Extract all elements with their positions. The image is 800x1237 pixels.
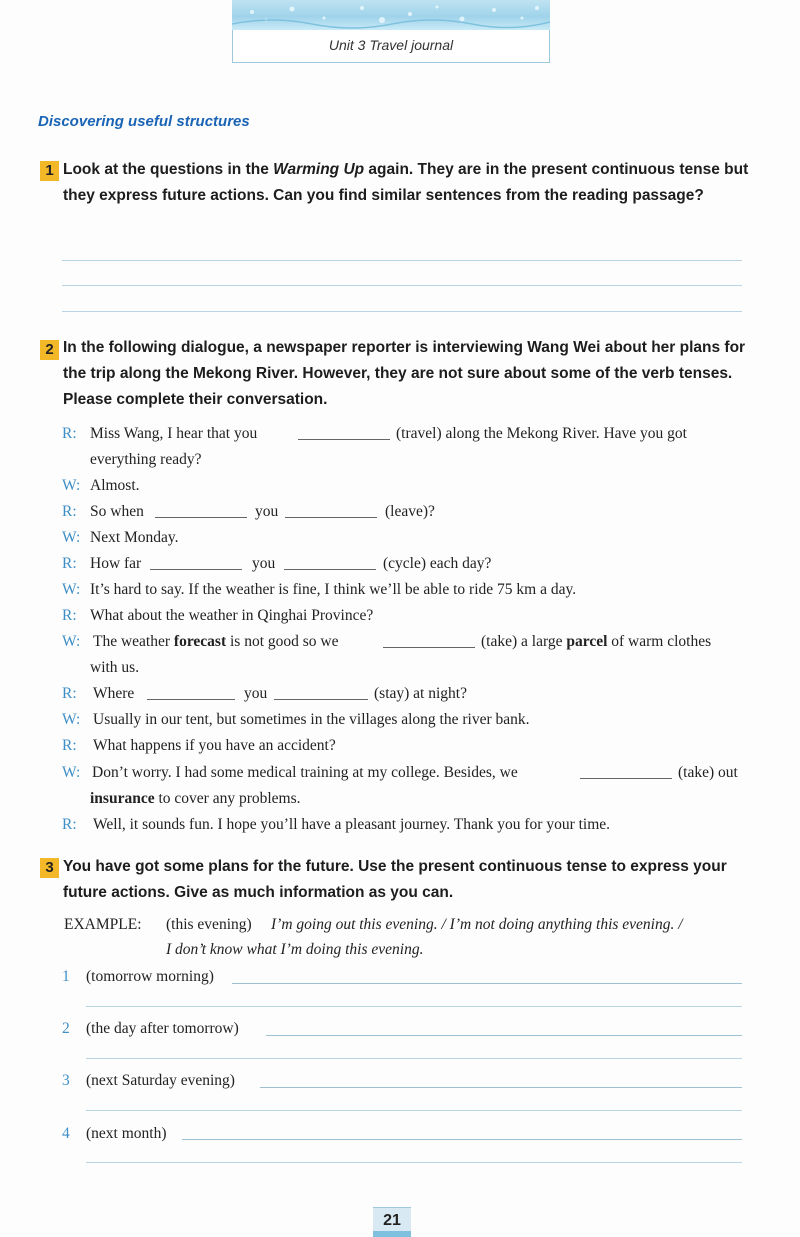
page-number: 21 [373,1207,411,1234]
example-prompt: (this evening) [166,916,252,933]
blank-input[interactable] [285,503,377,518]
exercise-number-2: 2 [40,340,59,360]
answer-line[interactable] [86,1110,742,1111]
dialogue-line-3c: (leave)? [385,503,435,520]
speaker-r: R: [62,737,77,754]
blank-input[interactable] [274,685,368,700]
dialogue-line-8-part1 [93,633,339,651]
blank-input[interactable] [155,503,247,518]
answer-line[interactable] [86,1058,742,1059]
answer-line[interactable] [62,285,742,286]
exercise-number-3: 3 [40,858,59,878]
l8d: (take) a large [481,633,567,650]
answer-line[interactable] [86,1162,742,1163]
exercise-number-1: 1 [40,161,59,181]
speaker-w: W: [62,581,81,598]
example-sentence-2: I don’t know what I’m doing this evening. [166,941,424,958]
l12c: insurance [90,790,155,807]
item-number: 2 [62,1020,70,1037]
speaker-w: W: [62,529,81,546]
dialogue-line-1c: everything ready? [90,451,202,468]
l8c: is not good so we [226,633,339,650]
blank-input[interactable] [383,633,475,648]
dialogue-line-7: What about the weather in Qinghai Province? [90,607,374,624]
ex1-text-after: again. They are in the present continuous tense but they express future actions. Can you find similar sentences from the reading passage? [63,161,749,204]
item-number: 3 [62,1072,70,1089]
ex1-text-before: Look at the questions in the [63,161,274,178]
dialogue-line-3a: So when [90,503,144,520]
answer-line[interactable] [62,311,742,312]
dialogue-line-13: Well, it sounds fun. I hope you’ll have a pleasant journey. Thank you for your time. [93,816,611,833]
answer-line[interactable] [266,1035,742,1036]
speaker-w: W: [62,764,81,781]
exercise-2-instruction: In the following dialogue, a newspaper reporter is interviewing Wang Wei about her plans for the trip along the Mekong River. However, they are not sure about some of the verb tenses. Please complete their conversation. [63,339,746,408]
answer-line[interactable] [86,1006,742,1007]
dialogue-line-12b: (take) out [678,764,738,781]
item-prompt: (tomorrow morning) [86,968,214,985]
blank-input[interactable] [298,425,390,440]
speaker-r: R: [62,685,77,702]
dialogue-line-8-part2 [481,633,711,651]
section-title: Discovering useful structures [38,113,250,130]
speaker-r: R: [62,607,77,624]
l8e: parcel [566,633,608,650]
answer-line[interactable] [260,1087,742,1088]
dialogue-line-10: Usually in our tent, but sometimes in the villages along the river bank. [93,711,530,728]
exercise-1-instruction [63,157,753,209]
l12d: to cover any problems. [154,790,301,807]
dialogue-line-9b: you [244,685,268,702]
ex1-text-em: Warming Up [273,161,365,178]
dialogue-line-1a: Miss Wang, I hear that you [90,425,258,442]
header-banner-decoration [232,0,550,30]
speaker-w: W: [62,477,81,494]
item-prompt: (next month) [86,1125,167,1142]
page-number-bar [373,1231,411,1237]
item-prompt: (next Saturday evening) [86,1072,235,1089]
unit-title: Unit 3 Travel journal [328,37,454,53]
item-prompt: (the day after tomorrow) [86,1020,239,1037]
speaker-r: R: [62,816,77,833]
dialogue-line-4: Next Monday. [90,529,179,546]
blank-input[interactable] [580,764,672,779]
example-sentence-1: I’m going out this evening. / I’m not doing anything this evening. / [271,916,683,933]
blank-input[interactable] [284,555,376,570]
speaker-r: R: [62,555,77,572]
dialogue-line-9c: (stay) at night? [374,685,467,702]
blank-input[interactable] [150,555,242,570]
blank-input[interactable] [147,685,235,700]
dialogue-line-8g: with us. [90,659,140,676]
l8a: The weather [93,633,174,650]
l8b: forecast [173,633,227,650]
item-number: 4 [62,1125,70,1142]
dialogue-line-5b: you [252,555,276,572]
answer-line[interactable] [232,983,742,984]
speaker-r: R: [62,503,77,520]
answer-line[interactable] [182,1139,742,1140]
dialogue-line-2: Almost. [90,477,140,494]
dialogue-line-3b: you [255,503,279,520]
water-drops-illustration [232,0,550,30]
item-number: 1 [62,968,70,985]
dialogue-line-5a: How far [90,555,142,572]
speaker-w: W: [62,711,81,728]
dialogue-line-1b: (travel) along the Mekong River. Have you got [396,425,687,442]
dialogue-line-12c [90,790,301,808]
exercise-3-instruction: You have got some plans for the future. Use the present continuous tense to express your future actions. Give as much information as you can. [63,858,727,901]
example-label: EXAMPLE: [64,916,142,933]
answer-line[interactable] [62,260,742,261]
speaker-r: R: [62,425,77,442]
dialogue-line-5c: (cycle) each day? [383,555,492,572]
dialogue-line-12a: Don’t worry. I had some medical training at my college. Besides, we [92,764,518,781]
dialogue-line-6: It’s hard to say. If the weather is fine, I think we’ll be able to ride 75 km a day. [90,581,577,598]
dialogue-line-9a: Where [93,685,135,702]
speaker-w: W: [62,633,81,650]
l8f: of warm clothes [607,633,712,650]
dialogue-line-11: What happens if you have an accident? [93,737,336,754]
